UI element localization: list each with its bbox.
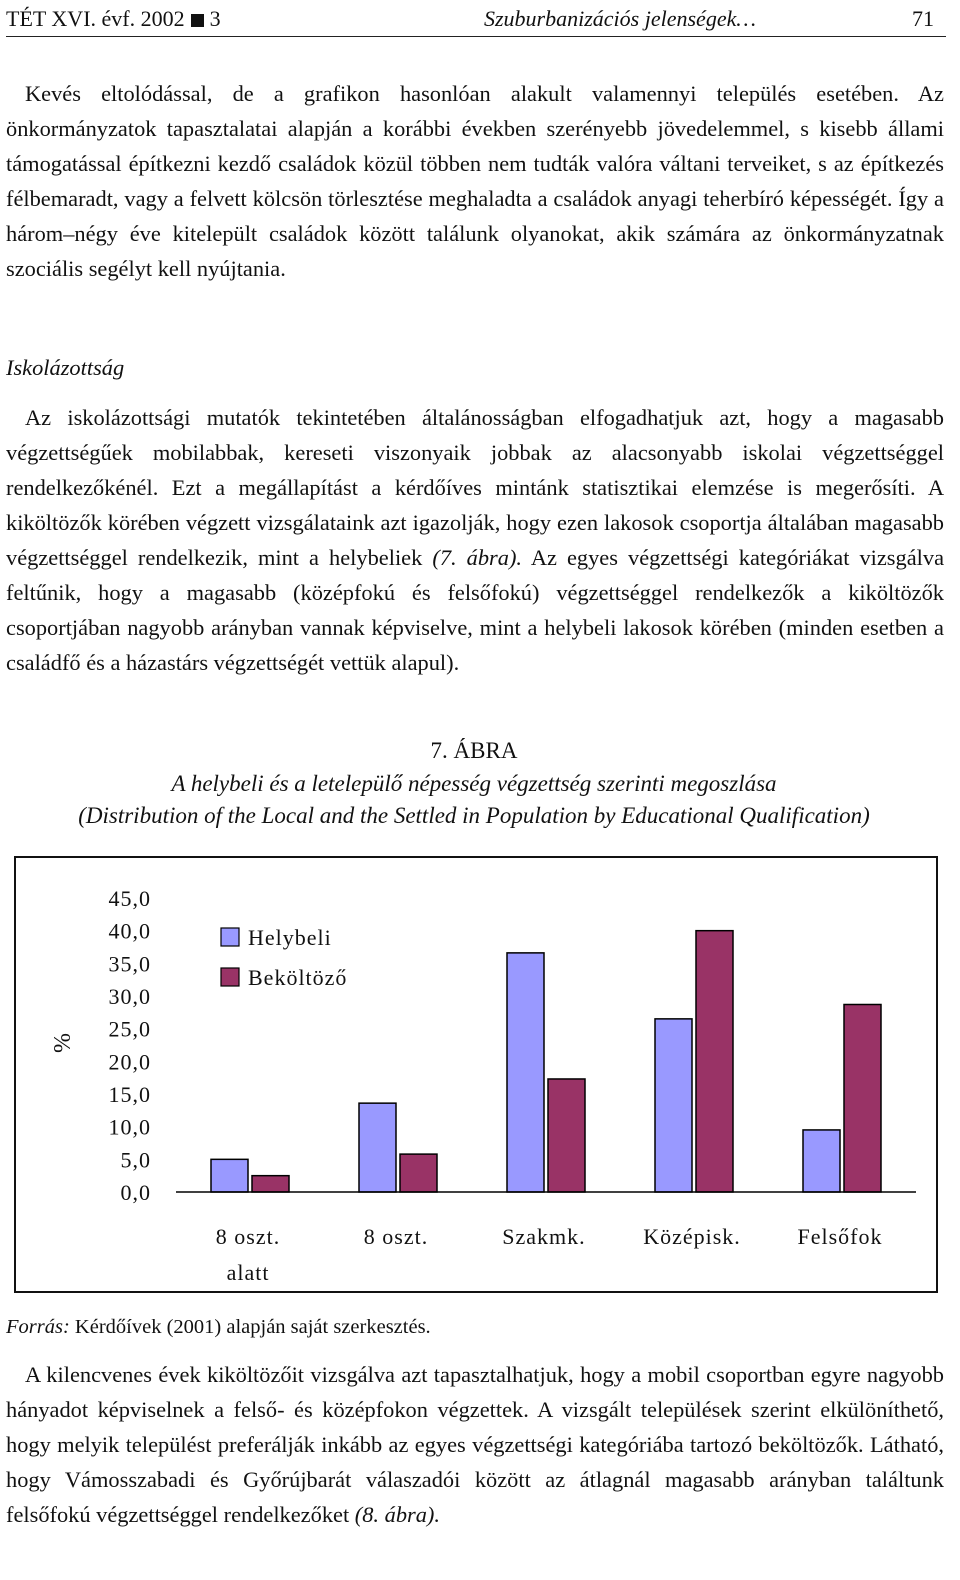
x-tick-label: 8 oszt. <box>215 1224 281 1249</box>
x-tick-label: Középisk. <box>643 1224 741 1249</box>
paragraph-3-text: A kilencvenes évek kiköltözőit vizsgálva azt tapasztalhatjuk, hogy a mobil csoportban egyre nagyobb hányadot képviselnek a felső- és középfokon végzettek. A vizsgált települések szerint elkülöníthető, hogy melyik települést preferálják inkább az egyes végzettségi kategóriába tartozó beköltözők. Látható, hogy Vámosszabadi és Győrújbarát válaszadói között az átlagnál magasabb arányban találtunk felsőfokú végzettséggel rendelkezőket <box>6 1362 944 1527</box>
bar-helybeli <box>655 1019 692 1192</box>
x-tick-label: 8 oszt. <box>363 1224 429 1249</box>
running-title: Szuburbanizációs jelenségek… <box>484 6 756 31</box>
header-journal <box>6 4 221 34</box>
figure-title-en: (Distribution of the Local and the Settled in Population by Educational Qualification) <box>78 803 870 828</box>
paragraph-1: Kevés eltolódással, de a grafikon hasonlóan alakult valamennyi település esetében. Az önkormányzatok tapasztalatai alapján a korábbi években szerényebb jövedelemmel, s kisebb állami támogatással építkezni kezdő családok közül többen nem tudták valóra váltani terveiket, s az építkezés félbemaradt, vagy a felvett kölcsön törlesztése meghaladta a családok anyagi teherbíró képességét. Így a három–négy éve kitelepült családok között találunk olyanokat, akik számára az önkormányzatnak szociális segélyt kell nyújtania. <box>6 81 944 281</box>
running-header <box>6 4 946 37</box>
x-tick-label: Szakmk. <box>502 1224 586 1249</box>
bar-bekoltozo <box>696 931 733 1192</box>
bar-bekoltozo <box>844 1004 881 1192</box>
figure-reference-8: (8. ábra). <box>354 1502 440 1527</box>
x-tick-label: Felsőfok <box>797 1224 883 1249</box>
issue-number: 3 <box>209 6 221 31</box>
bar-bekoltozo <box>252 1176 289 1192</box>
y-tick-label: 45,0 <box>108 886 151 911</box>
bar-chart <box>16 858 936 1291</box>
y-tick-label: 35,0 <box>108 951 151 977</box>
paragraph-3 <box>6 1357 944 1532</box>
paragraph-2-text-a: Az iskolázottsági mutatók tekintetében általánosságban elfogadhatjuk azt, hogy a magasabb végzettségűek mobilabbak, kereseti viszonyaik jobbak az alacsonyabb iskolai végzettséggel rendelkezőkénél. Ezt a megállapítást a kérdőíves mintánk statisztikai elemzése is megerősíti. A kiköltözők körében végzett vizsgálataink azt igazolják, hogy ezen lakosok csoportja általában magasabb végzettséggel rendelkezik, mint a helybeliek <box>6 405 944 570</box>
journal-name: TÉT XVI. évf. 2002 <box>6 6 185 31</box>
x-tick-label: alatt <box>226 1260 270 1285</box>
section-subheading: Iskolázottság <box>6 355 125 380</box>
bar-bekoltozo <box>548 1079 585 1192</box>
legend-swatch-helybeli <box>221 928 239 946</box>
legend-swatch-bekoltozo <box>221 968 239 986</box>
figure-label: 7. ÁBRA <box>430 738 518 763</box>
y-tick-label: 30,0 <box>108 984 151 1009</box>
y-tick-label: 0,0 <box>120 1180 151 1205</box>
y-tick-label: 5,0 <box>120 1147 151 1173</box>
y-tick-label: 20,0 <box>108 1049 151 1075</box>
page-number: 71 <box>912 6 934 31</box>
chart-frame <box>14 856 938 1293</box>
bar-helybeli <box>211 1159 248 1192</box>
paragraph-2 <box>6 400 944 680</box>
square-bullet-icon <box>191 14 204 27</box>
source-text: Kérdőívek (2001) alapján saját szerkesztés. <box>69 1316 431 1338</box>
bar-helybeli <box>803 1130 840 1192</box>
source-label: Forrás: <box>6 1316 70 1338</box>
bar-helybeli <box>507 953 544 1192</box>
paragraph-2-text-b: Az egyes végzettségi kategóriákat vizsgálva feltűnik, hogy a magasabb (középfokú és felsőfokú) végzettséggel rendelkezők a kiköltözők csoportjában nagyobb arányban vannak képviselve, mint a helybeli lakosok körében (minden esetben a családfő és a házastárs végzettségét vettük alapul). <box>6 545 945 675</box>
y-tick-label: 10,0 <box>108 1114 151 1140</box>
y-axis-label: % <box>50 1033 76 1053</box>
legend-label: Beköltöző <box>248 965 348 990</box>
y-tick-label: 25,0 <box>108 1016 151 1042</box>
legend-label: Helybeli <box>248 925 332 950</box>
y-tick-label: 15,0 <box>108 1082 151 1107</box>
figure-reference: (7. ábra). <box>432 545 523 570</box>
bar-helybeli <box>359 1103 396 1192</box>
y-tick-label: 40,0 <box>108 918 151 944</box>
figure-source <box>6 1312 431 1342</box>
bar-bekoltozo <box>400 1154 437 1192</box>
figure-title-hu: A helybeli és a letelepülő népesség végzettség szerinti megoszlása <box>171 771 777 796</box>
